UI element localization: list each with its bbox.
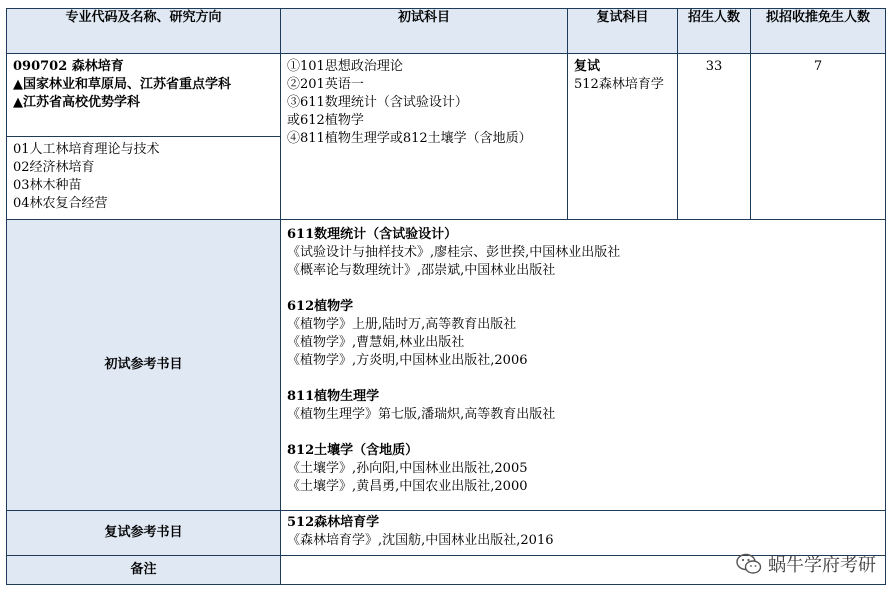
retest-books-row (7, 511, 886, 556)
major-row (7, 54, 886, 137)
book-group-title: 811植物生理学 (287, 389, 380, 404)
book-entry: 《土壤学》,黄昌勇,中国农业出版社,2000 (287, 479, 528, 494)
prelim-books-cell (281, 220, 886, 511)
direction-item: 01人工林培育理论与技术 (13, 142, 160, 157)
major-code-name: 090702 森林培育 (13, 59, 124, 74)
watermark-text: 蜗牛学府考研 (768, 555, 876, 576)
retest-books-cell (281, 511, 886, 556)
major-cell (7, 54, 281, 137)
book-entry: 《试验设计与抽样技术》,廖桂宗、彭世揆,中国林业出版社 (287, 245, 621, 260)
book-group-title: 812土壤学（含地质） (287, 443, 419, 458)
header-enrollment: 招生人数 (678, 9, 751, 54)
watermark (736, 551, 876, 577)
retest-book-title: 512森林培育学 (287, 515, 380, 530)
retest-books-label: 复试参考书目 (7, 511, 281, 556)
header-exempt: 拟招收推免生人数 (751, 9, 886, 54)
book-entry: 《植物学》,方炎明,中国林业出版社,2006 (287, 353, 528, 368)
book-entry: 《植物学》,曹慧娟,林业出版社 (287, 335, 465, 350)
exam-subject: ①101思想政治理论 (287, 59, 403, 74)
retest-subject: 512森林培育学 (574, 77, 664, 92)
exam-subjects-cell (281, 54, 568, 220)
retest-title: 复试 (574, 59, 601, 74)
prelim-books-row (7, 220, 886, 511)
exempt-count: 7 (751, 54, 886, 220)
book-entry: 《土壤学》,孙向阳,中国林业出版社,2005 (287, 461, 528, 476)
book-group-title: 612植物学 (287, 299, 354, 314)
notes-label: 备注 (7, 556, 281, 585)
book-entry: 《植物学》上册,陆时万,高等教育出版社 (287, 317, 517, 332)
major-tag-1: ▲国家林业和草原局、江苏省重点学科 (13, 77, 231, 92)
header-major: 专业代码及名称、研究方向 (7, 9, 281, 54)
direction-item: 02经济林培育 (13, 160, 95, 175)
header-retest: 复试科目 (568, 9, 678, 54)
exam-subject: ②201英语一 (287, 77, 364, 92)
prelim-books-label: 初试参考书目 (7, 220, 281, 511)
header-exam: 初试科目 (281, 9, 568, 54)
direction-item: 03林木种苗 (13, 178, 82, 193)
retest-cell (568, 54, 678, 220)
book-group-title: 611数理统计（含试验设计） (287, 227, 458, 242)
book-entry: 《植物生理学》第七版,潘瑞炽,高等教育出版社 (287, 407, 556, 422)
exam-subject: ③611数理统计（含试验设计） (287, 95, 468, 110)
direction-item: 04林农复合经营 (13, 196, 108, 211)
wechat-icon (736, 553, 762, 575)
enrollment-count: 33 (678, 54, 751, 220)
major-tag-2: ▲江苏省高校优势学科 (13, 95, 140, 110)
admission-table (6, 8, 886, 585)
directions-cell (7, 137, 281, 220)
header-row (7, 9, 886, 54)
book-entry: 《概率论与数理统计》,邵崇斌,中国林业出版社 (287, 263, 556, 278)
exam-subject: 或612植物学 (287, 113, 364, 128)
retest-book-entry: 《森林培育学》,沈国舫,中国林业出版社,2016 (287, 533, 554, 548)
exam-subject: ④811植物生理学或812土壤学（含地质） (287, 131, 532, 146)
